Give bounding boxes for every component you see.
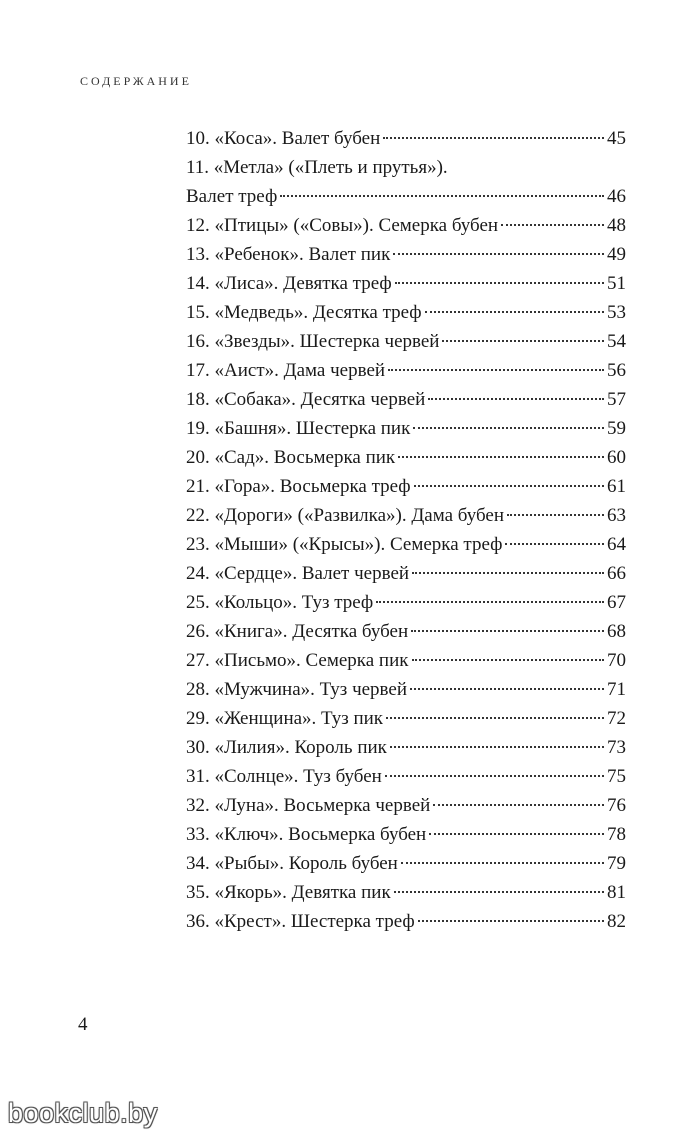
dot-leader <box>433 804 604 806</box>
toc-entry-title: 22. «Дороги» («Развилка»). Дама бубен <box>186 505 505 526</box>
dot-leader <box>280 195 604 197</box>
toc-entry-page: 56 <box>607 360 626 381</box>
toc-entry-title: 34. «Рыбы». Король бубен <box>186 853 398 874</box>
toc-entry <box>186 124 626 153</box>
toc-entry <box>186 878 626 907</box>
toc-entry-title: 17. «Аист». Дама червей <box>186 360 386 381</box>
dot-leader <box>418 920 604 922</box>
toc-entry-page: 81 <box>607 882 626 903</box>
toc-entry <box>186 472 626 501</box>
toc-entry-page: 48 <box>607 215 626 236</box>
toc-entry <box>186 269 626 298</box>
dot-leader <box>410 688 604 690</box>
watermark-logo: bookclub.by <box>8 1098 158 1128</box>
toc-entry <box>186 704 626 733</box>
toc-entry-title: 14. «Лиса». Девятка треф <box>186 273 392 294</box>
dot-leader <box>395 282 604 284</box>
toc-entry-title-line1: 11. «Метла» («Плеть и прутья»). <box>186 157 448 178</box>
toc-entry <box>186 820 626 849</box>
toc-entry-page: 67 <box>607 592 626 613</box>
toc-entry <box>186 211 626 240</box>
toc-entry <box>186 530 626 559</box>
toc-entry-title: 19. «Башня». Шестерка пик <box>186 418 411 439</box>
dot-leader <box>501 224 604 226</box>
toc-entry-page: 53 <box>607 302 626 323</box>
toc-entry <box>186 443 626 472</box>
toc-entry-page: 71 <box>607 679 626 700</box>
dot-leader <box>414 485 604 487</box>
dot-leader <box>428 398 604 400</box>
toc-entry-page: 51 <box>607 273 626 294</box>
toc-entry-page: 75 <box>607 766 626 787</box>
toc-entry-page: 45 <box>607 128 626 149</box>
toc-entry-title: 12. «Птицы» («Совы»). Семерка бубен <box>186 215 499 236</box>
toc-entry-page: 61 <box>607 476 626 497</box>
dot-leader <box>385 775 604 777</box>
toc-entry-page: 70 <box>607 650 626 671</box>
toc-entry-page: 46 <box>607 186 626 207</box>
toc-entry <box>186 762 626 791</box>
toc-entry-page: 49 <box>607 244 626 265</box>
toc-entry-page: 54 <box>607 331 626 352</box>
toc-entry-page: 73 <box>607 737 626 758</box>
dot-leader <box>411 630 604 632</box>
toc-entry-title: 31. «Солнце». Туз бубен <box>186 766 382 787</box>
toc-entry <box>186 240 626 269</box>
dot-leader <box>383 137 604 139</box>
toc-entry-title: 26. «Книга». Десятка бубен <box>186 621 409 642</box>
dot-leader <box>505 543 604 545</box>
dot-leader <box>412 572 604 574</box>
dot-leader <box>398 456 604 458</box>
toc-entry-page: 78 <box>607 824 626 845</box>
toc-entry-title: 35. «Якорь». Девятка пик <box>186 882 391 903</box>
toc-entry <box>186 559 626 588</box>
toc-entry <box>186 849 626 878</box>
dot-leader <box>401 862 604 864</box>
toc-entry <box>186 675 626 704</box>
toc-entry-page: 72 <box>607 708 626 729</box>
dot-leader <box>394 891 604 893</box>
toc-entry-title: 10. «Коса». Валет бубен <box>186 128 381 149</box>
dot-leader <box>413 427 604 429</box>
toc-entry-page: 60 <box>607 447 626 468</box>
toc-entry-title: 16. «Звезды». Шестерка червей <box>186 331 440 352</box>
toc-entry <box>186 298 626 327</box>
toc-entry <box>186 617 626 646</box>
toc-entry-page: 66 <box>607 563 626 584</box>
toc-entry-page: 68 <box>607 621 626 642</box>
dot-leader <box>429 833 604 835</box>
toc-entry-title: 15. «Медведь». Десятка треф <box>186 302 422 323</box>
toc-entry-title-line2: Валет треф <box>186 186 278 207</box>
toc-entry-page: 76 <box>607 795 626 816</box>
toc-entry-title: 29. «Женщина». Туз пик <box>186 708 384 729</box>
toc-entry <box>186 907 626 936</box>
toc-entry <box>186 501 626 530</box>
dot-leader <box>388 369 604 371</box>
dot-leader <box>393 253 604 255</box>
toc-entry-title: 36. «Крест». Шестерка треф <box>186 911 415 932</box>
toc-entry-title: 28. «Мужчина». Туз червей <box>186 679 408 700</box>
toc-entry-title: 33. «Ключ». Восьмерка бубен <box>186 824 427 845</box>
toc-entry <box>186 356 626 385</box>
toc-entry <box>186 733 626 762</box>
dot-leader <box>412 659 605 661</box>
toc-entry-title: 32. «Луна». Восьмерка червей <box>186 795 431 816</box>
toc-entry-title: 13. «Ребенок». Валет пик <box>186 244 391 265</box>
toc-entry-page: 82 <box>607 911 626 932</box>
dot-leader <box>376 601 604 603</box>
toc-entry <box>186 646 626 675</box>
toc-entry-title: 24. «Сердце». Валет червей <box>186 563 410 584</box>
table-of-contents <box>186 124 626 936</box>
page-number: 4 <box>78 1014 88 1035</box>
toc-entry <box>186 791 626 820</box>
toc-entry <box>186 588 626 617</box>
toc-entry-title: 30. «Лилия». Король пик <box>186 737 387 758</box>
dot-leader <box>442 340 604 342</box>
toc-entry <box>186 414 626 443</box>
toc-entry-title: 18. «Собака». Десятка червей <box>186 389 426 410</box>
dot-leader <box>425 311 604 313</box>
toc-entry <box>186 327 626 356</box>
dot-leader <box>386 717 604 719</box>
toc-entry-title: 23. «Мыши» («Крысы»). Семерка треф <box>186 534 503 555</box>
toc-entry-page: 64 <box>607 534 626 555</box>
toc-entry-title: 20. «Сад». Восьмерка пик <box>186 447 396 468</box>
toc-entry-title: 21. «Гора». Восьмерка треф <box>186 476 411 497</box>
toc-entry <box>186 153 626 211</box>
running-head: СОДЕРЖАНИЕ <box>80 74 192 88</box>
dot-leader <box>390 746 604 748</box>
dot-leader <box>507 514 604 516</box>
toc-entry <box>186 385 626 414</box>
toc-entry-page: 63 <box>607 505 626 526</box>
toc-entry-page: 79 <box>607 853 626 874</box>
toc-entry-title: 25. «Кольцо». Туз треф <box>186 592 374 613</box>
toc-entry-page: 57 <box>607 389 626 410</box>
toc-entry-page: 59 <box>607 418 626 439</box>
toc-entry-title: 27. «Письмо». Семерка пик <box>186 650 409 671</box>
